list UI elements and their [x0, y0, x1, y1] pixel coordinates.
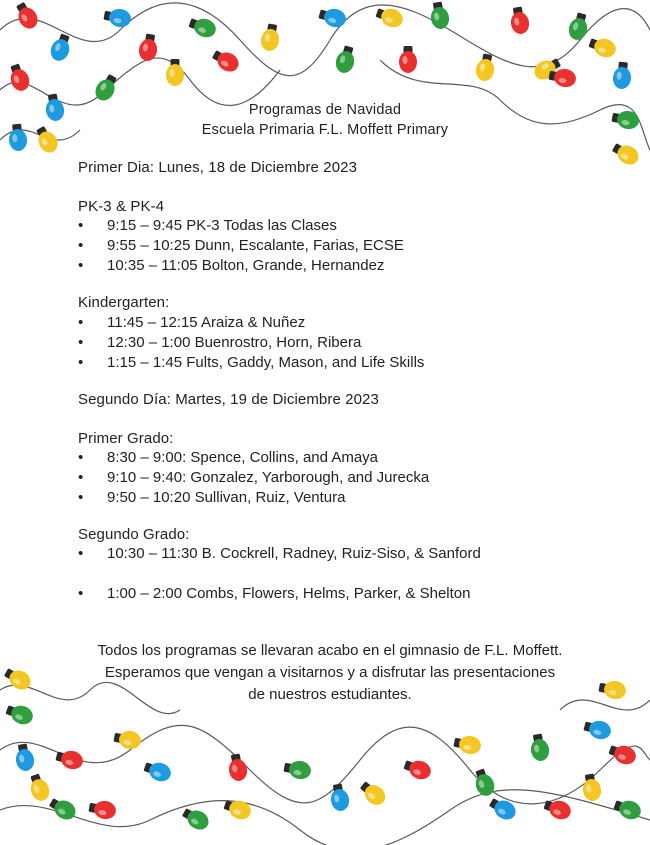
light-bulb-icon [612, 61, 632, 89]
light-bulb-icon [6, 62, 32, 94]
light-bulb-icon [612, 796, 644, 822]
schedule-entry: 9:55 – 10:25 Dunn, Escalante, Farias, ECSE [107, 237, 404, 254]
bullet-icon: • [78, 469, 84, 486]
light-bulb-icon [453, 733, 483, 755]
bullet-icon: • [78, 257, 84, 274]
light-bulb-icon [328, 783, 350, 813]
light-bulb-icon [222, 796, 254, 822]
light-wire [0, 725, 650, 804]
page-title: Programas de Navidad [248, 102, 402, 118]
schedule-entry: 1:15 – 1:45 Fults, Gaddy, Mason, and Life Skills [107, 354, 425, 371]
light-bulb-icon [428, 1, 450, 31]
bullet-icon: • [78, 237, 84, 254]
light-wire [560, 700, 650, 710]
light-bulb-icon [610, 139, 642, 168]
light-bulb-icon [283, 758, 313, 780]
light-bulb-icon [528, 733, 550, 763]
light-wire [0, 790, 650, 845]
schedule-entry: 9:15 – 9:45 PK-3 Todas las Clases [107, 217, 337, 234]
light-bulb-icon [48, 32, 74, 64]
schedule-entry: 10:30 – 11:30 B. Cockrell, Radney, Ruiz-Siso, & Sanford [107, 545, 481, 562]
light-bulb-icon [2, 664, 34, 693]
bullet-icon: • [78, 354, 84, 371]
light-bulb-icon [580, 773, 602, 803]
bullet-icon: • [78, 585, 84, 602]
day1-heading: Primer Dia: Lunes, 18 de Diciembre 2023 [78, 159, 358, 176]
light-bulb-icon [187, 14, 219, 40]
light-bulb-icon [180, 804, 212, 833]
light-bulb-icon [598, 678, 628, 700]
light-bulb-icon [357, 778, 389, 809]
light-bulb-icon [259, 23, 281, 53]
light-bulb-icon [402, 756, 434, 782]
group-heading-kindergarten: Kindergarten: [78, 294, 170, 311]
bullet-icon: • [78, 489, 84, 506]
light-bulb-icon [113, 728, 143, 750]
schedule-entry: 8:30 – 9:00: Spence, Collins, and Amaya [107, 449, 379, 466]
light-bulb-icon [166, 59, 184, 86]
light-bulb-icon [542, 796, 574, 822]
bullet-icon: • [78, 334, 84, 351]
day2-heading: Segundo Día: Martes, 19 de Diciembre 2023 [78, 391, 379, 408]
bullet-icon: • [78, 217, 84, 234]
light-bulb-icon [4, 701, 36, 727]
group-heading-pk: PK-3 & PK-4 [78, 198, 165, 215]
schedule-entry: 9:10 – 9:40: Gonzalez, Yarborough, and Jurecka [107, 469, 430, 486]
group-heading-second-grade: Segundo Grado: [78, 526, 190, 543]
light-bulb-icon [474, 53, 496, 83]
light-bulb-icon [582, 717, 613, 741]
schedule-entry: 10:35 – 11:05 Bolton, Grande, Hernandez [107, 257, 385, 274]
light-bulb-icon [607, 741, 639, 767]
bullet-icon: • [78, 545, 84, 562]
light-bulb-icon [333, 44, 357, 75]
bullet-icon: • [78, 314, 84, 331]
christmas-lights-bottom-border [0, 660, 650, 845]
schedule-entry: 9:50 – 10:20 Sullivan, Ruiz, Ventura [107, 489, 346, 506]
light-bulb-icon [210, 46, 242, 75]
light-bulb-icon [47, 794, 79, 823]
bullet-icon: • [78, 449, 84, 466]
light-bulb-icon [226, 753, 248, 783]
group-heading-first-grade: Primer Grado: [78, 430, 174, 447]
schedule-entry: 12:30 – 1:00 Buenrostro, Horn, Ribera [107, 334, 362, 351]
light-bulb-icon [88, 798, 118, 820]
light-bulb-icon [317, 5, 348, 29]
christmas-lights-top-border [0, 0, 650, 175]
light-bulb-icon [471, 767, 497, 799]
light-bulb-icon [13, 743, 35, 773]
page-subtitle: Escuela Primaria F.L. Moffett Primary [201, 122, 449, 138]
schedule-entry: 1:00 – 2:00 Combs, Flowers, Helms, Parker, & Shelton [107, 585, 471, 602]
light-bulb-icon [487, 794, 519, 823]
light-bulb-icon [26, 772, 52, 804]
light-bulb-icon [142, 758, 174, 784]
light-bulb-icon [587, 34, 619, 60]
light-bulb-icon [103, 6, 133, 28]
footer-note: Todos los programas se llevaran acabo en el gimnasio de F.L. Moffett. Esperamos que vengan a visitarnos y a disfrutar las presentaciones de nuestros estudiantes. [97, 642, 563, 703]
schedule-entry: 11:45 – 12:15 Araiza & Nuñez [107, 314, 306, 331]
light-bulb-icon [399, 46, 417, 73]
light-bulb-icon [566, 11, 590, 42]
light-bulb-icon [12, 0, 41, 32]
light-bulb-icon [508, 6, 530, 36]
light-bulb-icon [54, 747, 85, 771]
